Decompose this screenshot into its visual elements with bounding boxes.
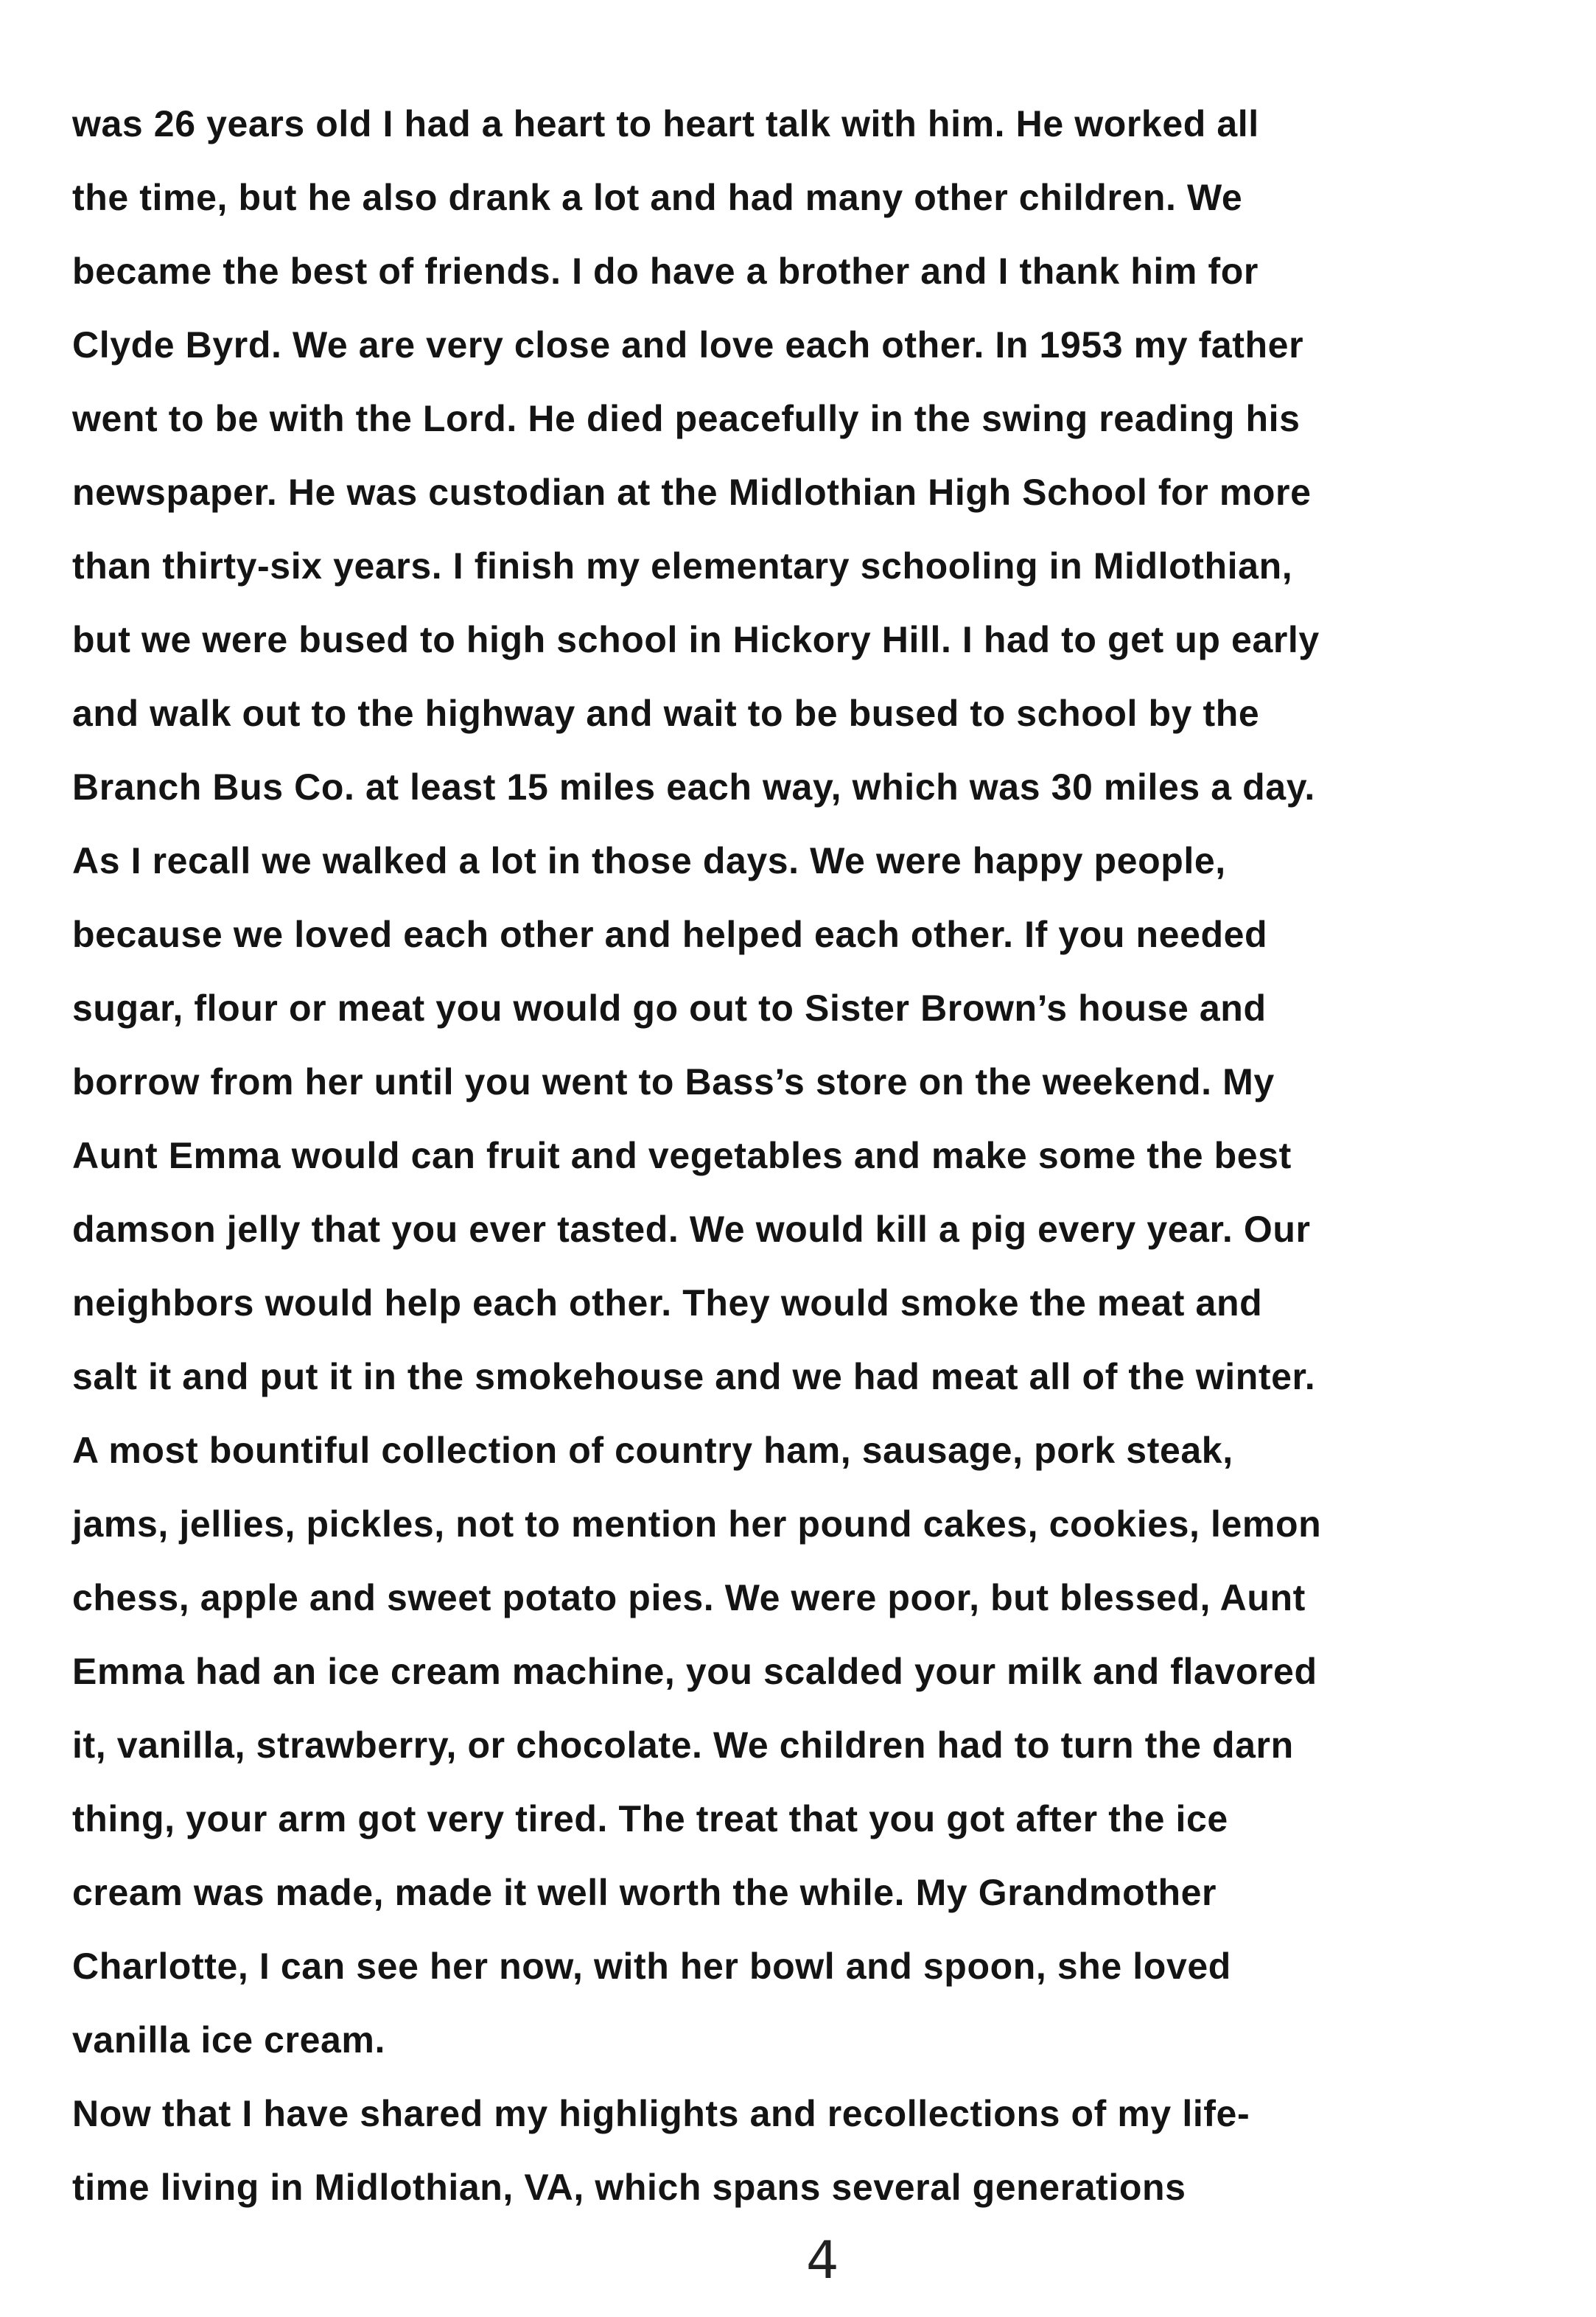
text-line: thing, your arm got very tired. The treat that you got after the ice — [72, 1798, 1228, 1839]
text-line: Branch Bus Co. at least 15 miles each way, which was 30 miles a day. — [72, 766, 1315, 808]
text-line: Clyde Byrd. We are very close and love each other. In 1953 my father — [72, 324, 1304, 366]
body-text — [72, 87, 1531, 2224]
text-line: time living in Midlothian, VA, which spans several generations — [72, 2167, 1186, 2208]
text-line: went to be with the Lord. He died peacefully in the swing reading his — [72, 398, 1301, 439]
text-line: A most bountiful collection of country ham, sausage, pork steak, — [72, 1430, 1233, 1471]
text-line: was 26 years old I had a heart to heart talk with him. He worked all — [72, 103, 1259, 144]
text-line: vanilla ice cream. — [72, 2019, 385, 2061]
text-line: cream was made, made it well worth the while. My Grandmother — [72, 1872, 1217, 1913]
text-line: sugar, flour or meat you would go out to Sister Brown’s house and — [72, 988, 1267, 1029]
text-line: Aunt Emma would can fruit and vegetables and make some the best — [72, 1135, 1292, 1176]
text-line: Charlotte, I can see her now, with her bowl and spoon, she loved — [72, 1946, 1231, 1987]
text-line: it, vanilla, strawberry, or chocolate. We children had to turn the darn — [72, 1724, 1294, 1766]
text-line: As I recall we walked a lot in those days. We were happy people, — [72, 840, 1226, 881]
text-line: because we loved each other and helped each other. If you needed — [72, 914, 1268, 955]
text-line: became the best of friends. I do have a brother and I thank him for — [72, 251, 1259, 292]
text-line: than thirty-six years. I finish my elementary schooling in Midlothian, — [72, 545, 1293, 587]
text-line: and walk out to the highway and wait to be bused to school by the — [72, 693, 1260, 734]
text-line: but we were bused to high school in Hickory Hill. I had to get up early — [72, 619, 1320, 660]
text-line: damson jelly that you ever tasted. We would kill a pig every year. Our — [72, 1209, 1311, 1250]
page-number: 4 — [806, 2230, 839, 2290]
text-line: Now that I have shared my highlights and recollections of my life- — [72, 2093, 1250, 2134]
text-line: newspaper. He was custodian at the Midlothian High School for more — [72, 472, 1312, 513]
text-line: the time, but he also drank a lot and had many other children. We — [72, 177, 1243, 218]
text-line: chess, apple and sweet potato pies. We were poor, but blessed, Aunt — [72, 1577, 1306, 1618]
text-line: salt it and put it in the smokehouse and we had meat all of the winter. — [72, 1356, 1316, 1397]
text-line: jams, jellies, pickles, not to mention her pound cakes, cookies, lemon — [72, 1503, 1322, 1545]
text-line: neighbors would help each other. They would smoke the meat and — [72, 1282, 1263, 1324]
text-line: Emma had an ice cream machine, you scalded your milk and flavored — [72, 1651, 1317, 1692]
text-line: borrow from her until you went to Bass’s store on the weekend. My — [72, 1061, 1275, 1102]
